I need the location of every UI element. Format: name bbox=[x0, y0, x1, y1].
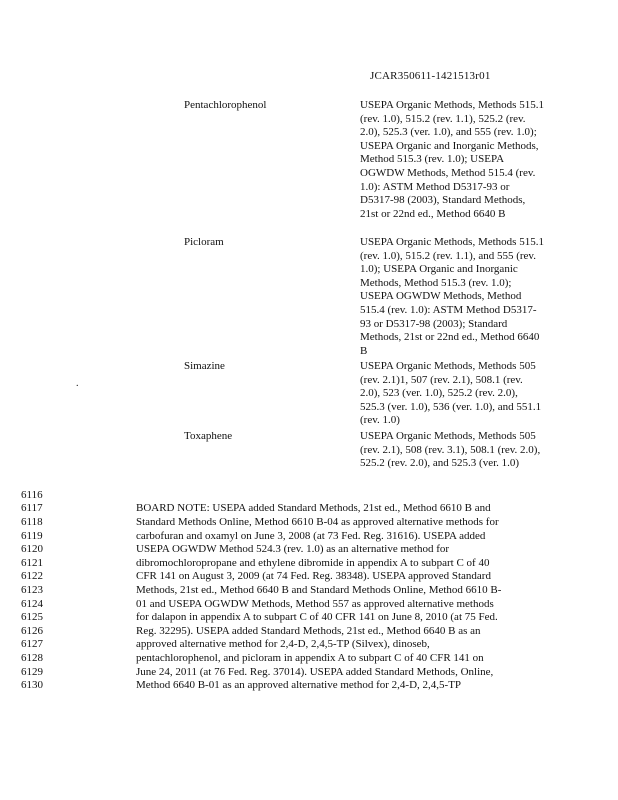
line-text: Method 6640 B-01 as an approved alternative method for 2,4-D, 2,4,5-TP bbox=[136, 679, 462, 692]
line-text: CFR 141 on August 3, 2009 (at 74 Fed. Reg. 38348). USEPA approved Standard bbox=[136, 570, 491, 583]
note-line bbox=[0, 638, 618, 652]
note-line bbox=[0, 556, 618, 570]
note-line bbox=[0, 610, 618, 624]
line-text: BOARD NOTE: USEPA added Standard Methods, 21st ed., Method 6610 B and bbox=[136, 502, 491, 515]
note-line bbox=[0, 542, 618, 556]
line-text: for dalapon in appendix A to subpart C of 40 CFR 141 on June 8, 2010 (at 75 Fed. bbox=[136, 611, 498, 624]
contaminant-name: Picloram bbox=[184, 236, 224, 248]
note-line bbox=[0, 515, 618, 529]
line-text: 01 and USEPA OGWDW Methods, Method 557 as approved alternative methods bbox=[136, 597, 494, 610]
line-number: 6120 bbox=[21, 543, 43, 556]
table-row bbox=[184, 360, 554, 428]
note-line bbox=[0, 651, 618, 665]
method-text: USEPA Organic Methods, Methods 505 (rev. 2.1), 508 (rev. 3.1), 508.1 (rev. 2.0), 525.2 (rev. 2.0), and 525.3 (ver. 1.0) bbox=[360, 430, 541, 470]
note-line bbox=[0, 583, 618, 597]
line-number: 6117 bbox=[21, 502, 43, 515]
line-number: 6128 bbox=[21, 651, 43, 664]
line-number: 6130 bbox=[21, 679, 43, 692]
line-number: 6124 bbox=[21, 597, 43, 610]
line-number: 6116 bbox=[21, 488, 43, 501]
note-line bbox=[0, 624, 618, 638]
line-text: Reg. 32295). USEPA added Standard Methods, 21st ed., Method 6640 B as an bbox=[136, 624, 481, 637]
note-line bbox=[0, 665, 618, 679]
document-id: JCAR350611-1421513r01 bbox=[370, 70, 491, 82]
contaminant-name: Simazine bbox=[184, 360, 225, 372]
line-text: USEPA OGWDW Method 524.3 (rev. 1.0) as an alternative method for bbox=[136, 543, 450, 556]
table-row bbox=[184, 99, 554, 234]
method-text: USEPA Organic Methods, Methods 515.1 (rev. 1.0), 515.2 (rev. 1.1), 525.2 (rev. 2.0), 525.3 (ver. 1.0), and 555 (rev. 1.0); USEPA Organic and Inorganic Methods, Method 515.3 (rev. 1.0); USEPA OGWDW Methods, Method 515.4 (rev. 1.0): ASTM Method D5317-93 or D5317-98 (2003), Standard Methods, 21st or 22nd ed., Method 6640 B bbox=[360, 99, 544, 220]
line-text: Methods, 21st ed., Method 6640 B and Standard Methods Online, Method 6610 B- bbox=[136, 583, 502, 596]
line-text: carbofuran and oxamyl on June 3, 2008 (at 73 Fed. Reg. 31616). USEPA added bbox=[136, 529, 486, 542]
line-text: Standard Methods Online, Method 6610 B-04 as approved alternative methods for bbox=[136, 515, 499, 528]
note-line bbox=[0, 597, 618, 611]
line-number: 6126 bbox=[21, 624, 43, 637]
margin-mark: . bbox=[76, 378, 79, 389]
note-line bbox=[0, 678, 618, 692]
table-row bbox=[184, 236, 554, 358]
line-number: 6127 bbox=[21, 638, 43, 651]
table-row bbox=[184, 430, 554, 486]
line-text: pentachlorophenol, and picloram in appendix A to subpart C of 40 CFR 141 on bbox=[136, 651, 484, 664]
line-number: 6129 bbox=[21, 665, 43, 678]
line-number: 6121 bbox=[21, 556, 43, 569]
line-number: 6125 bbox=[21, 611, 43, 624]
line-number: 6119 bbox=[21, 529, 43, 542]
method-text: USEPA Organic Methods, Methods 515.1 (rev. 1.0), 515.2 (rev. 1.1), and 555 (rev. 1.0); USEPA Organic and Inorganic Methods, Method 515.3 (rev. 1.0); USEPA OGWDW Methods, Method 515.4 (rev. 1.0): ASTM Method D5317-93 or D5317-98 (2003); Standard Methods, 21st or 22nd ed., Method 6640 B bbox=[360, 236, 544, 357]
note-line bbox=[0, 488, 618, 502]
contaminant-name: Pentachlorophenol bbox=[184, 99, 267, 111]
line-text: dibromochloropropane and ethylene dibromide in appendix A to subpart C of 40 bbox=[136, 556, 490, 569]
note-line bbox=[0, 570, 618, 584]
methods-table bbox=[184, 99, 554, 488]
line-text: approved alternative method for 2,4-D, 2,4,5-TP (Silvex), dinoseb, bbox=[136, 638, 430, 651]
method-text: USEPA Organic Methods, Methods 505 (rev. 2.1)1, 507 (rev. 2.1), 508.1 (rev. 2.0), 523 (ver. 1.0), 525.2 (rev. 2.0), 525.3 (ver. 1.0), 536 (ver. 1.0), and 551.1 (rev. 1.0) bbox=[360, 360, 542, 427]
note-line bbox=[0, 502, 618, 516]
line-number: 6122 bbox=[21, 570, 43, 583]
line-number: 6118 bbox=[21, 515, 43, 528]
board-note bbox=[0, 488, 618, 692]
line-number: 6123 bbox=[21, 583, 43, 596]
note-line bbox=[0, 529, 618, 543]
contaminant-name: Toxaphene bbox=[184, 430, 233, 442]
line-text: June 24, 2011 (at 76 Fed. Reg. 37014). USEPA added Standard Methods, Online, bbox=[136, 665, 494, 678]
